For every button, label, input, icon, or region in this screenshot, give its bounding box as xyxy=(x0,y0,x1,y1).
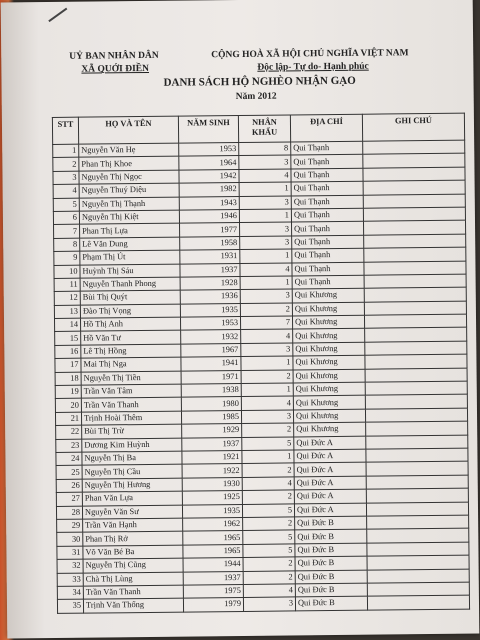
row-name: Nguyễn Thị Hương xyxy=(82,478,182,492)
row-address: Qui Đức B xyxy=(295,570,367,584)
row-stt: 8 xyxy=(54,238,80,252)
row-note xyxy=(365,381,467,395)
row-household-size: 3 xyxy=(243,597,295,611)
org-commune: XÃ QUỚI ĐIỀN xyxy=(81,63,150,75)
row-note xyxy=(366,475,468,489)
row-note xyxy=(365,408,467,422)
row-name: Nguyễn Văn Sư xyxy=(82,505,182,519)
row-name: Dương Kim Huỳnh xyxy=(82,438,182,452)
row-household-size: 2 xyxy=(243,557,295,571)
row-note xyxy=(367,515,469,529)
row-note xyxy=(364,287,466,301)
row-stt: 9 xyxy=(54,251,80,265)
row-stt: 31 xyxy=(57,546,83,560)
row-address: Qui Đức A xyxy=(294,436,366,450)
row-stt: 12 xyxy=(54,291,80,305)
row-birth-year: 1935 xyxy=(182,504,242,518)
row-address: Qui Thạnh xyxy=(291,168,363,182)
row-address: Qui Khương xyxy=(292,302,364,316)
row-birth-year: 1975 xyxy=(183,584,243,598)
row-address: Qui Đức A xyxy=(294,503,366,517)
row-name: Nguyễn Thị Tiền xyxy=(81,371,181,385)
row-note xyxy=(363,194,465,208)
row-name: Bùi Thị Quýt xyxy=(80,290,180,304)
row-household-size: 3 xyxy=(241,343,293,357)
row-birth-year: 1921 xyxy=(182,450,242,464)
row-household-size: 2 xyxy=(240,303,292,317)
row-birth-year: 1936 xyxy=(180,290,240,304)
row-address: Qui Đức A xyxy=(294,489,366,503)
row-household-size: 1 xyxy=(241,356,293,370)
row-note xyxy=(363,154,465,168)
national-motto: Độc lập- Tự do- Hạnh phúc xyxy=(257,61,369,73)
row-stt: 21 xyxy=(55,412,81,426)
row-note xyxy=(366,435,468,449)
row-stt: 28 xyxy=(56,506,82,520)
table-header-row xyxy=(52,113,464,144)
row-stt: 17 xyxy=(55,358,81,372)
row-name: Nguyễn Thị Cũng xyxy=(83,558,183,572)
row-household-size: 8 xyxy=(239,142,291,156)
row-stt: 35 xyxy=(57,599,83,613)
row-note xyxy=(365,328,467,342)
row-name: Lê Thị Hồng xyxy=(81,344,181,358)
row-name: Trịnh Hoài Thêm xyxy=(81,411,181,425)
row-stt: 16 xyxy=(55,345,81,359)
row-household-size: 1 xyxy=(239,182,291,196)
row-address: Qui Đức B xyxy=(295,530,367,544)
row-address: Qui Khương xyxy=(293,342,365,356)
row-address: Qui Khương xyxy=(293,355,365,369)
row-note xyxy=(365,354,467,368)
row-name: Phan Văn Lựa xyxy=(82,491,182,505)
row-note xyxy=(363,207,465,221)
row-address: Qui Khương xyxy=(293,369,365,383)
row-birth-year: 1937 xyxy=(182,437,242,451)
row-stt: 2 xyxy=(53,158,79,172)
row-address: Qui Thạnh xyxy=(292,222,364,236)
row-household-size: 4 xyxy=(242,477,294,491)
row-note xyxy=(365,395,467,409)
row-birth-year: 1971 xyxy=(181,370,241,384)
col-header-stt: STT xyxy=(52,117,78,144)
row-birth-year: 1922 xyxy=(182,464,242,478)
row-birth-year: 1943 xyxy=(179,196,239,210)
row-name: Đào Thị Vọng xyxy=(80,304,180,318)
row-address: Qui Thạnh xyxy=(291,195,363,209)
row-name: Nguyễn Thanh Phong xyxy=(80,277,180,291)
row-birth-year: 1931 xyxy=(180,250,240,264)
row-birth-year: 1964 xyxy=(179,156,239,170)
row-household-size: 3 xyxy=(239,196,291,210)
row-stt: 11 xyxy=(54,278,80,292)
row-name: Huỳnh Thị Sáu xyxy=(80,264,180,278)
row-name: Chà Thị Lùng xyxy=(83,572,183,586)
row-household-size: 5 xyxy=(242,437,294,451)
row-name: Phan Thị Lựa xyxy=(80,223,180,237)
row-household-size: 4 xyxy=(241,396,293,410)
row-address: Qui Thạnh xyxy=(292,235,364,249)
row-address: Qui Đức B xyxy=(295,556,367,570)
row-name: Nguyễn Thị Ba xyxy=(82,451,182,465)
row-note xyxy=(366,421,468,435)
row-birth-year: 1930 xyxy=(182,477,242,491)
row-stt: 4 xyxy=(53,184,79,198)
row-stt: 25 xyxy=(56,466,82,480)
row-note xyxy=(367,582,469,596)
row-address: Qui Khương xyxy=(293,329,365,343)
row-address: Qui Khương xyxy=(294,422,366,436)
document-page xyxy=(1,0,480,638)
row-stt: 20 xyxy=(55,399,81,413)
col-header-birth-year: NĂM SINH xyxy=(178,116,238,144)
row-stt: 23 xyxy=(56,439,82,453)
row-address: Qui Thạnh xyxy=(292,275,364,289)
row-note xyxy=(367,595,469,609)
row-note xyxy=(366,488,468,502)
row-household-size: 4 xyxy=(239,169,291,183)
row-name: Nguyễn Thị Ngọc xyxy=(79,170,179,184)
row-name: Nguyễn Thị Thạnh xyxy=(79,197,179,211)
org-name: UỶ BAN NHÂN DÂN xyxy=(69,50,159,62)
row-name: Phạm Thị Út xyxy=(80,250,180,264)
row-note xyxy=(367,528,469,542)
row-household-size: 1 xyxy=(242,450,294,464)
row-note xyxy=(364,234,466,248)
row-name: Mai Thị Nga xyxy=(81,357,181,371)
row-household-size: 1 xyxy=(240,249,292,263)
col-header-name: HỌ VÀ TÊN xyxy=(78,116,178,144)
row-birth-year: 1941 xyxy=(181,357,241,371)
table-body xyxy=(53,140,470,613)
row-birth-year: 1982 xyxy=(179,183,239,197)
row-address: Qui Khương xyxy=(292,288,364,302)
row-birth-year: 1946 xyxy=(179,209,239,223)
row-stt: 3 xyxy=(53,171,79,185)
row-birth-year: 1958 xyxy=(180,236,240,250)
row-name: Trần Văn Thanh xyxy=(81,398,181,412)
row-stt: 26 xyxy=(56,479,82,493)
row-household-size: 2 xyxy=(242,423,294,437)
row-note xyxy=(364,274,466,288)
row-stt: 19 xyxy=(55,385,81,399)
row-household-size: 1 xyxy=(240,276,292,290)
row-stt: 30 xyxy=(57,532,83,546)
row-household-size: 4 xyxy=(241,329,293,343)
row-birth-year: 1962 xyxy=(183,517,243,531)
row-household-size: 1 xyxy=(241,383,293,397)
row-note xyxy=(364,314,466,328)
row-name: Bùi Thị Trừ xyxy=(82,424,182,438)
row-household-size: 2 xyxy=(241,370,293,384)
row-note xyxy=(366,461,468,475)
row-birth-year: 1944 xyxy=(183,558,243,572)
row-stt: 22 xyxy=(56,425,82,439)
row-birth-year: 1965 xyxy=(183,544,243,558)
row-name: Hồ Thị Anh xyxy=(80,317,180,331)
row-birth-year: 1953 xyxy=(179,143,239,157)
row-stt: 34 xyxy=(57,586,83,600)
col-header-address: ĐỊA CHỈ xyxy=(290,114,362,142)
row-name: Trần Văn Tâm xyxy=(81,384,181,398)
row-household-size: 2 xyxy=(243,570,295,584)
row-name: Phan Thị Rở xyxy=(83,531,183,545)
row-stt: 13 xyxy=(54,305,80,319)
row-note xyxy=(364,301,466,315)
row-stt: 29 xyxy=(57,519,83,533)
row-note xyxy=(366,502,468,516)
household-table xyxy=(52,113,470,614)
row-household-size: 3 xyxy=(240,222,292,236)
row-address: Qui Đức B xyxy=(295,583,367,597)
row-address: Qui Đức A xyxy=(294,476,366,490)
row-address: Qui Thạnh xyxy=(291,208,363,222)
row-stt: 14 xyxy=(54,318,80,332)
row-birth-year: 1929 xyxy=(182,424,242,438)
row-household-size: 3 xyxy=(239,155,291,169)
row-note xyxy=(363,180,465,194)
document-title: DANH SÁCH HỘ NGHÈO NHẬN GẠO xyxy=(163,74,356,89)
row-stt: 24 xyxy=(56,452,82,466)
row-name: Lê Văn Dung xyxy=(80,237,180,251)
row-name: Trịnh Văn Thống xyxy=(83,598,183,612)
row-stt: 18 xyxy=(55,372,81,386)
row-address: Qui Thạnh xyxy=(291,155,363,169)
row-birth-year: 1965 xyxy=(183,531,243,545)
row-address: Qui Khương xyxy=(292,315,364,329)
row-address: Qui Đức B xyxy=(295,543,367,557)
nation-heading: CỘNG HOÀ XÃ HỘI CHỦ NGHĨA VIỆT NAM xyxy=(211,48,409,61)
row-address: Qui Khương xyxy=(293,409,365,423)
row-note xyxy=(363,140,465,154)
row-household-size: 7 xyxy=(240,316,292,330)
row-note xyxy=(365,341,467,355)
row-stt: 1 xyxy=(53,144,79,158)
row-stt: 10 xyxy=(54,265,80,279)
row-household-size: 5 xyxy=(242,503,294,517)
row-household-size: 3 xyxy=(240,236,292,250)
pen-mark xyxy=(48,8,67,22)
row-household-size: 1 xyxy=(239,209,291,223)
row-birth-year: 1938 xyxy=(181,384,241,398)
row-stt: 27 xyxy=(56,492,82,506)
row-name: Nguyễn Văn Hẹ xyxy=(79,143,179,157)
row-stt: 5 xyxy=(53,198,79,212)
row-household-size: 4 xyxy=(240,262,292,276)
row-note xyxy=(367,569,469,583)
row-household-size: 3 xyxy=(241,410,293,424)
row-note xyxy=(367,542,469,556)
row-name: Trần Văn Hạnh xyxy=(83,518,183,532)
row-name: Phan Thị Khoe xyxy=(79,157,179,171)
row-address: Qui Khương xyxy=(293,396,365,410)
row-birth-year: 1942 xyxy=(179,169,239,183)
row-household-size: 4 xyxy=(243,584,295,598)
row-birth-year: 1985 xyxy=(181,410,241,424)
row-birth-year: 1928 xyxy=(180,276,240,290)
row-birth-year: 1937 xyxy=(180,263,240,277)
row-note xyxy=(363,220,465,234)
row-name: Hồ Văn Tư xyxy=(81,331,181,345)
row-household-size: 2 xyxy=(242,490,294,504)
row-note xyxy=(364,247,466,261)
row-address: Qui Thạnh xyxy=(291,181,363,195)
row-household-size: 3 xyxy=(240,289,292,303)
col-header-household-size: NHÂN KHẨU xyxy=(238,115,290,143)
row-household-size: 2 xyxy=(242,463,294,477)
row-address: Qui Thạnh xyxy=(292,248,364,262)
row-name: Võ Văn Bé Ba xyxy=(83,545,183,559)
row-household-size: 5 xyxy=(243,530,295,544)
row-note xyxy=(366,448,468,462)
row-note xyxy=(365,368,467,382)
row-name: Nguyễn Thị Kiệt xyxy=(79,210,179,224)
row-name: Trần Văn Thanh xyxy=(83,585,183,599)
row-household-size: 5 xyxy=(243,544,295,558)
row-stt: 32 xyxy=(57,559,83,573)
row-name: Nguyễn Thuý Diệu xyxy=(79,183,179,197)
row-address: Qui Thạnh xyxy=(292,262,364,276)
row-stt: 15 xyxy=(55,332,81,346)
row-address: Qui Đức B xyxy=(295,596,367,610)
row-birth-year: 1979 xyxy=(183,598,243,612)
row-household-size: 2 xyxy=(243,517,295,531)
row-birth-year: 1932 xyxy=(181,330,241,344)
col-header-notes: GHI CHÚ xyxy=(362,113,464,141)
row-address: Qui Khương xyxy=(293,382,365,396)
row-stt: 7 xyxy=(54,225,80,239)
row-birth-year: 1937 xyxy=(183,571,243,585)
row-birth-year: 1953 xyxy=(180,317,240,331)
row-birth-year: 1980 xyxy=(181,397,241,411)
row-address: Qui Đức A xyxy=(294,449,366,463)
row-birth-year: 1967 xyxy=(181,343,241,357)
row-note xyxy=(363,167,465,181)
row-stt: 33 xyxy=(57,573,83,587)
row-birth-year: 1935 xyxy=(180,303,240,317)
row-address: Qui Đức A xyxy=(294,463,366,477)
row-birth-year: 1977 xyxy=(180,223,240,237)
row-birth-year: 1925 xyxy=(182,491,242,505)
document-year: Năm 2012 xyxy=(235,91,277,103)
row-note xyxy=(367,555,469,569)
row-note xyxy=(364,261,466,275)
row-address: Qui Thạnh xyxy=(291,141,363,155)
row-stt: 6 xyxy=(53,211,79,225)
row-name: Nguyễn Thị Cầu xyxy=(82,464,182,478)
row-address: Qui Đức B xyxy=(295,516,367,530)
